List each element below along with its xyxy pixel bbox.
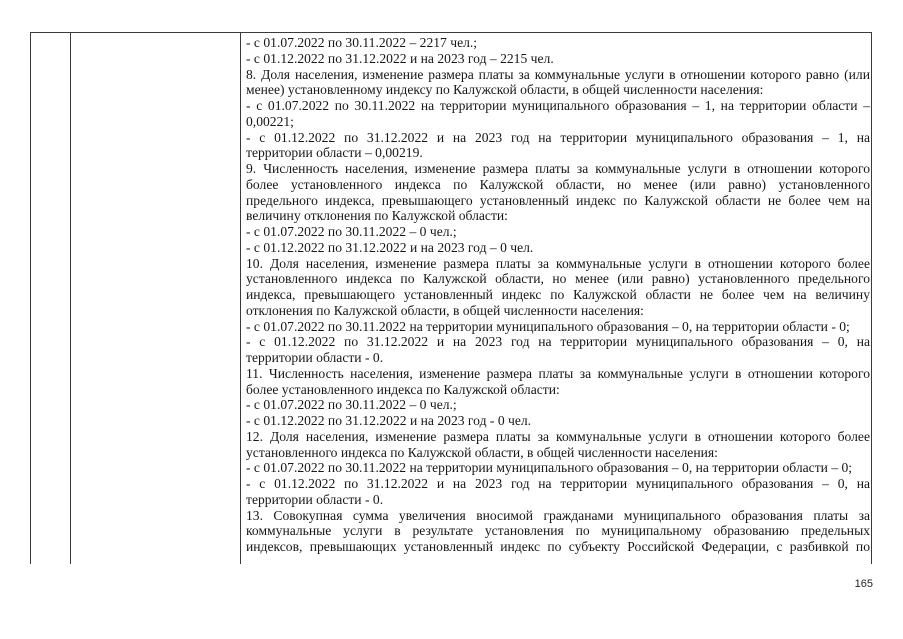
column-divider-1 (70, 33, 71, 564)
text-line: индексов, превышающих установленный индекс по субъекту Российской Федерации, с разбивкой по (246, 539, 870, 554)
text-line: - с 01.07.2022 по 30.11.2022 на территории муниципального образования – 1, на территории области – (246, 98, 870, 113)
text-line: территории области - 0. (246, 350, 384, 365)
text-line: - с 01.12.2022 по 31.12.2022 и на 2023 год – 0 чел. (246, 239, 534, 255)
text-line: - с 01.12.2022 по 31.12.2022 и на 2023 год - 0 чел. (246, 413, 532, 428)
text-line: коммунальные услуги в результате установления по муниципальному образованию предельных (246, 523, 870, 539)
text-line: индекса, превышающего установленный индекс по Калужской области не более чем на величину (246, 287, 870, 302)
text-line: - с 01.12.2022 по 31.12.2022 и на 2023 год на территории муниципального образования – 1, на (246, 129, 870, 145)
text-line: 10. Доля населения, изменение размера платы за коммунальные услуги в отношении которого более (246, 255, 870, 271)
text-line: отклонения по Калужской области, в общей численности населения: (246, 302, 644, 318)
text-line: 12. Доля населения, изменение размера платы за коммунальные услуги в отношении которого более (246, 428, 870, 444)
text-line: 8. Доля населения, изменение размера платы за коммунальные услуги в отношении которого равно (или (246, 66, 870, 82)
text-line: величину отклонения по Калужской области: (246, 208, 508, 224)
text-line: - с 01.07.2022 по 30.11.2022 – 0 чел.; (246, 397, 457, 413)
page-number: 165 (854, 578, 873, 590)
text-line: - с 01.07.2022 по 30.11.2022 на территории муниципального образования – 0, на территории области – 0; (246, 460, 853, 476)
text-line: установленного индекса по Калужской области, в общей численности населения: (246, 444, 718, 460)
text-line: более установленного индекса по Калужской области: (246, 381, 560, 397)
text-line: 13. Совокупная сумма увеличения вносимой гражданами муниципального образования платы за (246, 507, 870, 523)
text-line: - с 01.07.2022 по 30.11.2022 – 2217 чел.; (246, 35, 478, 50)
text-line: территории области – 0,00219. (246, 145, 423, 161)
text-line: предельного индекса, превышающего установленный индекс по Калужской области не более чем на (246, 192, 870, 208)
text-line: установленного индекса по Калужской области, но менее (или равно) установленного предельного (246, 271, 870, 287)
text-column (246, 35, 870, 555)
text-line: 9. Численность населения, изменение размера платы за коммунальные услуги в отношении которого (246, 161, 870, 176)
text-line: 11. Численность населения, изменение размера платы за коммунальные услуги в отношении которого (246, 365, 870, 381)
text-line: - с 01.07.2022 по 30.11.2022 на территории муниципального образования – 0, на территории области - 0; (246, 318, 850, 334)
text-line: - с 01.12.2022 по 31.12.2022 и на 2023 год на территории муниципального образования – 0, на (246, 476, 870, 491)
text-line: более установленного индекса по Калужской области, но менее (или равно) установленного (246, 176, 870, 192)
text-line: - с 01.07.2022 по 30.11.2022 – 0 чел.; (246, 224, 457, 239)
text-line: - с 01.12.2022 по 31.12.2022 и на 2023 год – 2215 чел. (246, 50, 554, 66)
text-line: 0,00221; (246, 113, 294, 129)
column-divider-2 (240, 33, 241, 564)
text-line: менее) установленному индексу по Калужской области, в общей численности населения: (246, 82, 764, 98)
text-line: - с 01.12.2022 по 31.12.2022 и на 2023 год на территории муниципального образования – 0, на (246, 334, 870, 350)
text-line: территории области - 0. (246, 491, 384, 507)
